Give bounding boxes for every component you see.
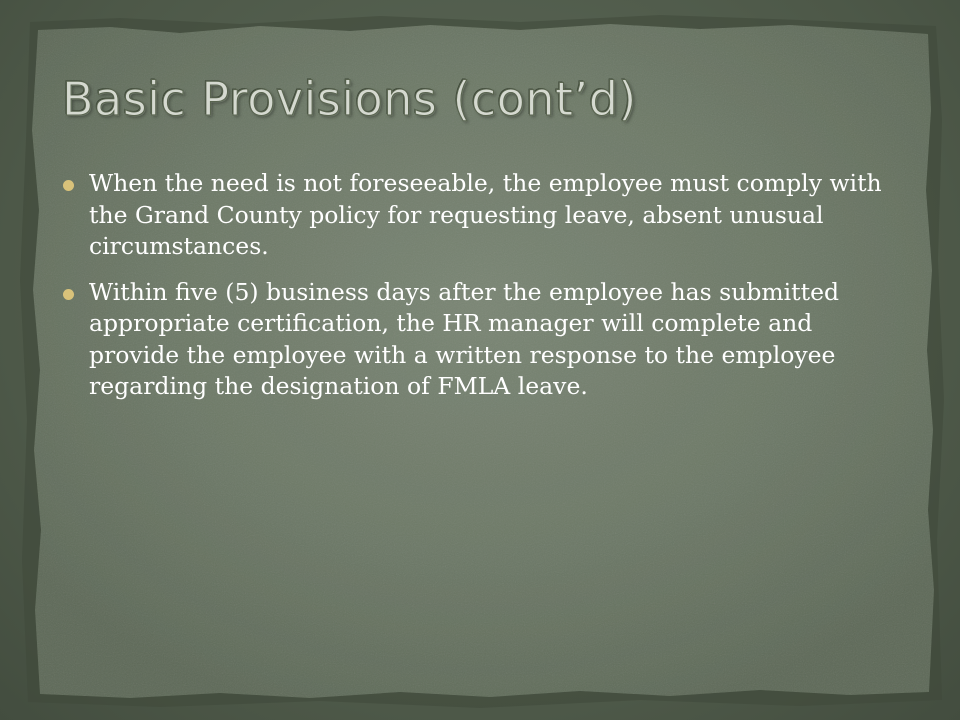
bullet-list — [62, 168, 892, 417]
circle-bullet-icon — [63, 180, 74, 191]
bullet-item — [62, 168, 892, 263]
bullet-text: Within five (5) business days after the employee has submitted appropriate certification, the HR manager will complete and provide the employee with a written response to the employee regarding the designation of FMLA leave. — [89, 277, 840, 400]
slide-title: Basic Provisions (cont’d) — [62, 72, 637, 126]
bullet-text: When the need is not foreseeable, the employee must comply with the Grand County policy for requesting leave, absent unusual circumstances. — [89, 169, 882, 260]
bullet-item — [62, 277, 892, 403]
circle-bullet-icon — [63, 289, 74, 300]
